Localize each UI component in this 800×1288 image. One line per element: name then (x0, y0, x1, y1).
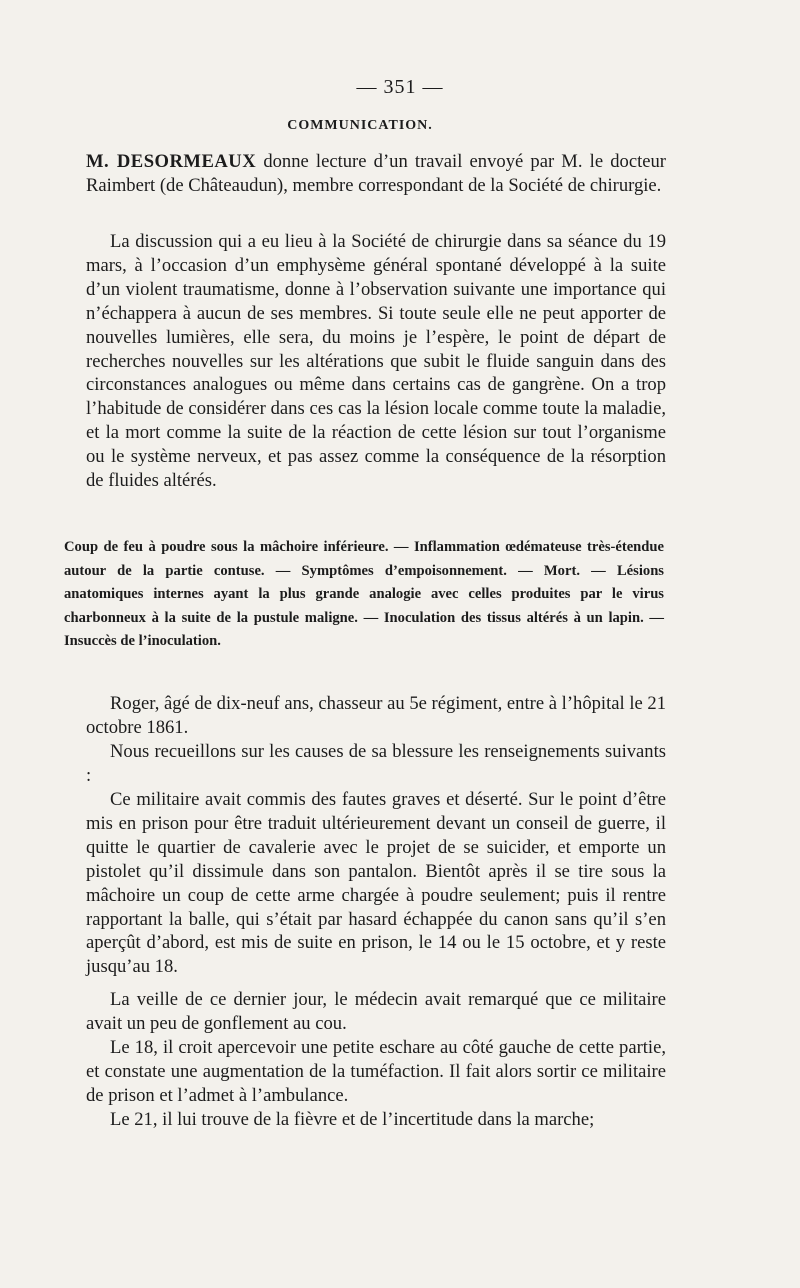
paragraph-patient: Roger, âgé de dix-neuf ans, chasseur au 5e régiment, entre à l’hôpital le 21 octobre 1861. (86, 693, 666, 738)
paragraph-swelling: La veille de ce dernier jour, le médecin avait remarqué que ce militaire avait un peu de gonflement au cou. (86, 989, 666, 1034)
paragraph-causes: Nous recueillons sur les causes de sa blessure les renseignements suivants : (86, 741, 666, 786)
paragraph-intro-text: donne lecture d’un travail envoyé par M. le docteur Raimbert (de Châteaudun), membre correspondant de la Société de chirurgie. (86, 151, 666, 196)
section-title: COMMUNICATION. (287, 118, 433, 133)
paragraph-history: Ce militaire avait commis des fautes graves et déserté. Sur le point d’être mis en prison pour être traduit ultérieurement devant un conseil de guerre, il quitte le quartier de cavalerie avec le projet de se suicider, et emporte un pistolet qu’il dissimule dans son pantalon. Bientôt après il se tire sous la mâchoire un coup de cette arme chargée à poudre seulement; puis il rentre rapportant la balle, qui s’était par hasard échappée du canon sans qu’il s’en aperçût d’abord, est mis de suite en prison, le 14 ou le 15 octobre, et y reste jusqu’au 18. (86, 789, 666, 978)
author-name: M. DESORMEAUX (86, 151, 257, 172)
case-headnote: Coup de feu à poudre sous la mâchoire inférieure. — Inflammation œdémateuse très-étendue autour de la partie contuse. — Symptômes d’empoisonnement. — Mort. — Lésions anatomiques internes ayant la plus grande analogie avec celles produites par le virus charbonneux à la suite de la pustule maligne. — Inoculation des tissus altérés à un lapin. — Insuccès de l’inoculation. (64, 539, 664, 649)
paragraph-discussion: La discussion qui a eu lieu à la Société de chirurgie dans sa séance du 19 mars, à l’occasion d’un emphysème général spontané développé à la suite d’un violent traumatisme, donne à l’observation suivante une importance qui n’échappera à aucun de ses membres. Si toute seule elle ne peut apporter de nouvelles lumières, elle sera, du moins je l’espère, le point de départ de recherches nouvelles sur les altérations que subit le fluide sanguin dans des circonstances analogues ou même dans certains cas de gangrène. On a trop l’habitude de considérer dans ces cas la lésion locale comme toute la maladie, et la mort comme la suite de la réaction de cette lésion sur tout l’organisme ou le système nerveux, et pas assez comme la conséquence de la résorption de fluides altérés. (86, 231, 666, 492)
paragraph-intro (86, 150, 666, 198)
paragraph-fever: Le 21, il lui trouve de la fièvre et de l’incertitude dans la marche; (110, 1109, 595, 1130)
page-number: — 351 — (356, 76, 444, 98)
paragraph-eschar: Le 18, il croit apercevoir une petite eschare au côté gauche de cette partie, et constate une augmentation de la tuméfaction. Il fait alors sortir ce militaire de prison et l’admet à l’ambulance. (86, 1037, 666, 1106)
